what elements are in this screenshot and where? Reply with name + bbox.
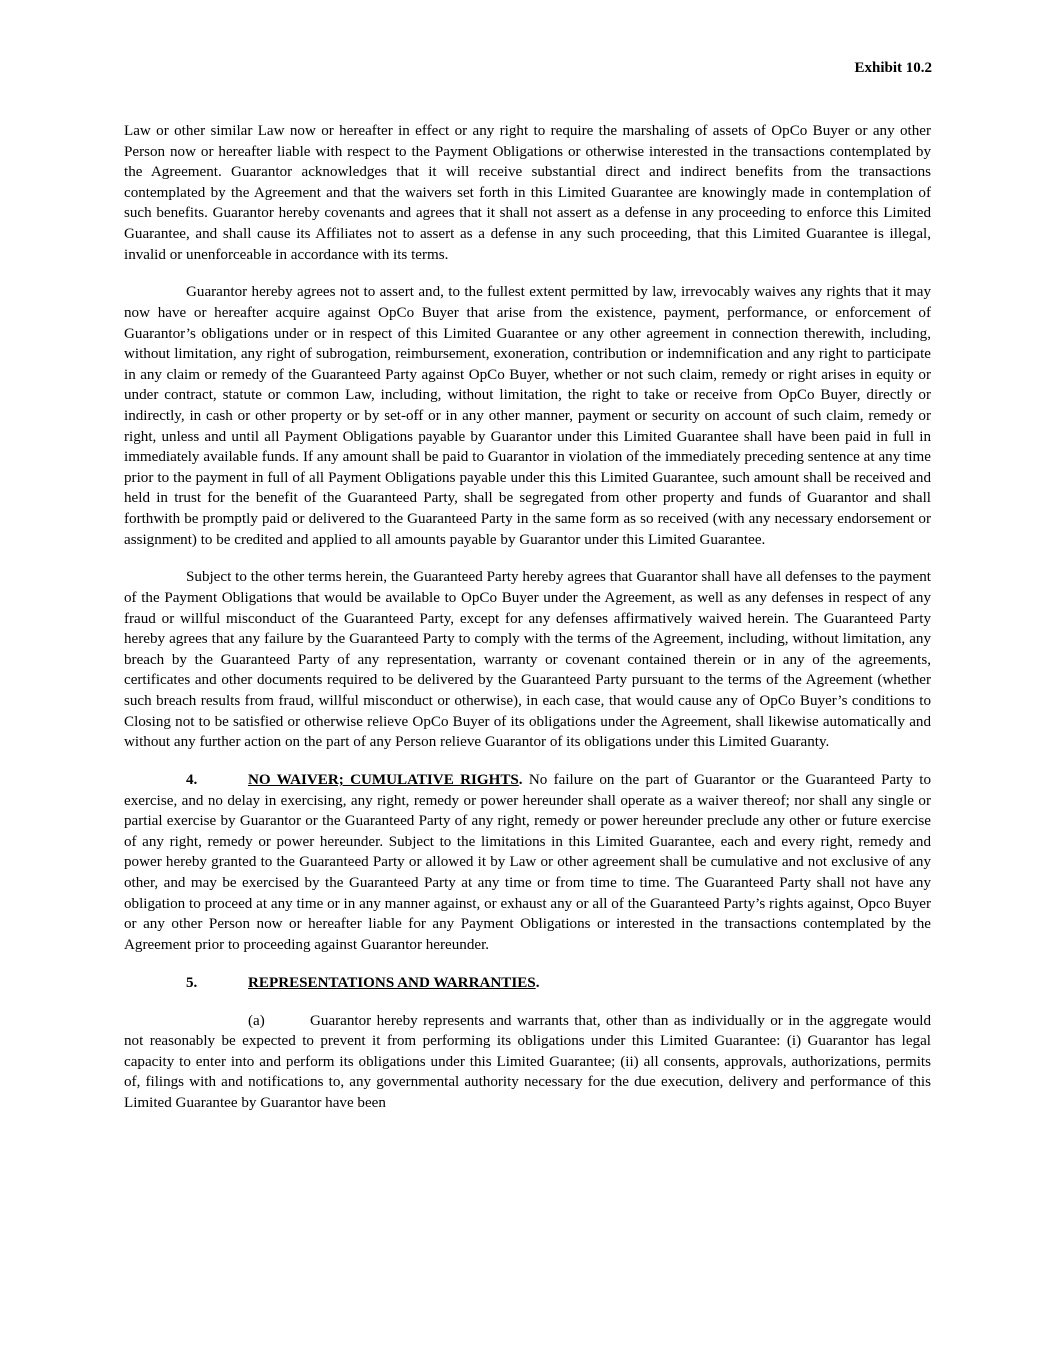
section-4-number: 4.: [186, 772, 198, 789]
section-5-heading: REPRESENTATIONS AND WARRANTIES: [248, 974, 536, 991]
paragraph-waiver-continuation: Law or other similar Law now or hereafter in effect or any right to require the marshaling of assets of OpCo Buyer or any other Person now or hereafter liable with respect to the Payment Obligations or otherwise interested in the transactions contemplated by the Agreement. Guarantor acknowledges that it will receive substantial direct and indirect benefits from the transactions contemplated by the Agreement and that the waivers set forth in this Limited Guarantee are knowingly made in contemplation of such benefits. Guarantor hereby covenants and agrees that it shall not assert as a defense in any proceeding to enforce this Limited Guarantee, and shall cause its Affiliates not to assert as a defense in any such proceeding, that this Limited Guarantee is illegal, invalid or unenforceable in accordance with its terms.: [124, 123, 931, 263]
section-5-subsection-a: [124, 1011, 931, 1114]
section-5-heading-period: .: [535, 974, 540, 991]
exhibit-label: Exhibit 10.2: [854, 60, 932, 76]
paragraph-subrogation-waiver: Guarantor hereby agrees not to assert and, to the fullest extent permitted by law, irrevocably waives any rights that it may now have or hereafter acquire against OpCo Buyer that arise from the existence, payment, performance, or enforcement of Guarantor’s obligations under or in respect of this Limited Guarantee or any other agreement in connection therewith, including, without limitation, any right of subrogation, reimbursement, exoneration, contribution or indemnification and any right to participate in any claim or remedy of the Guaranteed Party against OpCo Buyer, whether or not such claim, remedy or right arises in equity or under contract, statute or common Law, including, without limitation, the right to take or receive from OpCo Buyer, directly or indirectly, in cash or other property or by set-off or in any other manner, payment or security on account of such claim, remedy or right, unless and until all Payment Obligations payable by Guarantor under this Limited Guarantee shall have been paid in full in immediately available funds. If any amount shall be paid to Guarantor in violation of the immediately preceding sentence at any time prior to the payment in full of all Payment Obligations payable under this this Limited Guarantee, such amount shall be received and held in trust for the benefit of the Guaranteed Party, shall be segregated from other property and funds of Guarantor and shall forthwith be promptly paid or delivered to the Guaranteed Party in the same form as so received (with any necessary endorsement or assignment) to be credited and applied to all amounts payable by Guarantor under this Limited Guarantee.: [124, 284, 931, 548]
document-body: [124, 121, 931, 1131]
section-4-heading: NO WAIVER; CUMULATIVE RIGHTS: [248, 772, 519, 789]
section-4: [124, 770, 931, 955]
subsection-a-text: Guarantor hereby represents and warrants that, other than as individually or in the aggregate would not reasonably be expected to prevent it from performing its obligations under this Limited Guarantee: (i) Guarantor has legal capacity to enter into and perform its obligations under this Limited Guarantee; (ii) all consents, approvals, authorizations, permits of, filings with and notifications to, any governmental authority necessary for the due execution, delivery and performance of this Limited Guarantee by Guarantor have been: [124, 1012, 931, 1112]
section-4-heading-period: .: [518, 772, 523, 789]
paragraph-defenses: Subject to the other terms herein, the Guaranteed Party hereby agrees that Guarantor shall have all defenses to the payment of the Payment Obligations that would be available to OpCo Buyer under the Agreement, as well as any defenses in respect of any fraud or willful misconduct of the Guaranteed Party, except for any defenses affirmatively waived herein. The Guaranteed Party hereby agrees that any failure by the Guaranteed Party to comply with the terms of the Agreement, including, without limitation, any breach by the Guaranteed Party of any representation, warranty or covenant contained therein or in any of the agreements, certificates and other documents required to be delivered by the Guaranteed Party pursuant to the terms of the Agreement (whether such breach results from fraud, willful misconduct or otherwise), in each case, that would cause any of OpCo Buyer’s conditions to Closing not to be satisfied or otherwise relieve OpCo Buyer of its obligations under the Agreement, shall likewise automatically and without any further action on the part of any Person relieve Guarantor of its obligations under this Limited Guaranty.: [124, 569, 931, 751]
section-5: [124, 973, 931, 994]
subsection-a-label: (a): [248, 1012, 265, 1029]
section-4-text: No failure on the part of Guarantor or the Guaranteed Party to exercise, and no delay in exercising, any right, remedy or power hereunder shall operate as a waiver thereof; nor shall any single or partial exercise by Guarantor or the Guaranteed Party of any right, remedy or power hereunder preclude any other or future exercise of any right, remedy or power hereunder. Subject to the limitations in this Limited Guarantee, each and every right, remedy and power hereby granted to the Guaranteed Party or allowed it by Law or other agreement shall be cumulative and not exclusive of any other, and may be exercised by the Guaranteed Party at any time or from time to time. The Guaranteed Party shall not have any obligation to proceed at any time or in any manner against, or exhaust any or all of the Guaranteed Party’s rights against, Opco Buyer or any other Person now or hereafter liable for any Payment Obligations or interested in the transactions contemplated by the Agreement prior to proceeding against Guarantor hereunder.: [124, 772, 931, 953]
section-5-number: 5.: [186, 974, 198, 991]
